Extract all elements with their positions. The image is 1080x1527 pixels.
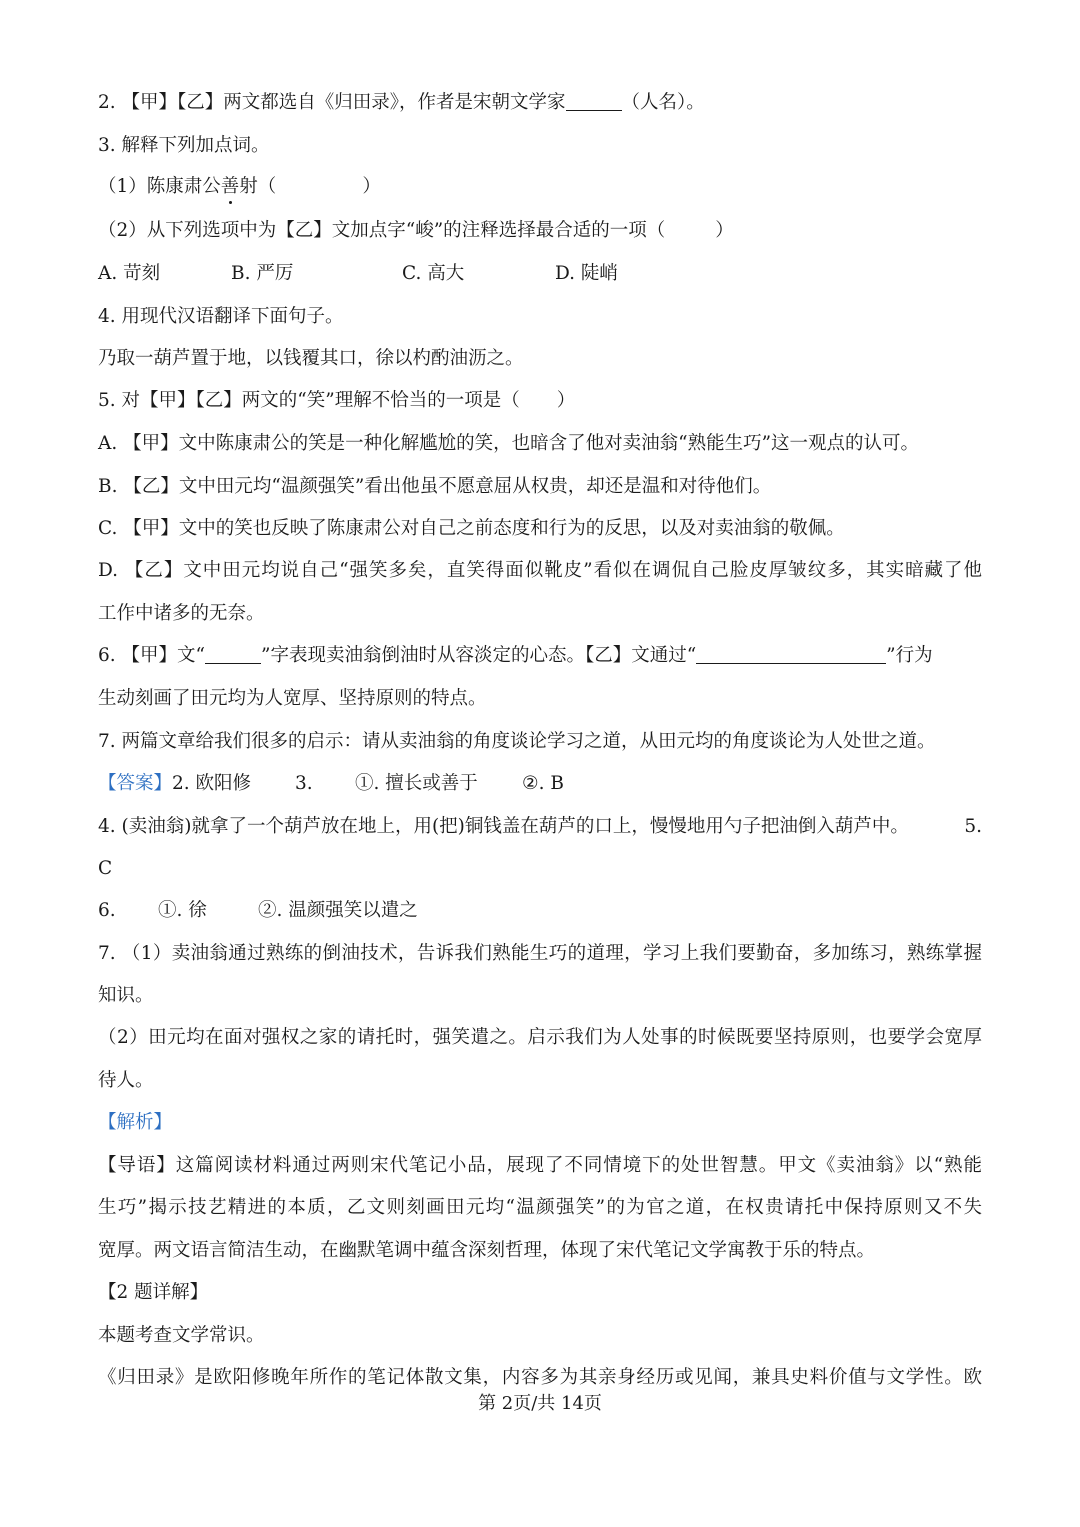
answer-3-2: ②. B [522,773,564,794]
question-5-option-a: A. 【甲】文中陈康肃公的笑是一种化解尴尬的笑，也暗含了他对卖油翁“熟能生巧”这一观点的认可。 [98,433,920,454]
answer-3-1: ①. 擅长或善于 [355,773,478,794]
detail-2-title: 【2 题详解】 [98,1282,209,1303]
dotted-character: 善 [220,176,240,197]
answer-7-2-cont: 待人。 [98,1070,154,1091]
option-a: A. 苛刻 [98,263,161,284]
answer-7-2: （2）田元均在面对强权之家的请托时，强笑遣之。启示我们为人处事的时候既要坚持原则，也要学会宽厚 [98,1027,982,1048]
answer-2: 2. 欧阳修 [172,773,252,794]
question-6-part3: ”行为 [886,645,933,666]
question-5-option-d-cont: 工作中诸多的无奈。 [98,603,265,624]
detail-2-body: 《归田录》是欧阳修晚年所作的笔记体散文集，内容多为其亲身经历或见闻，兼具史料价值与文学性。欧 [98,1367,982,1388]
answer-5: C [98,858,113,879]
question-3-sub2 [98,218,982,244]
detail-2-text: 本题考查文学常识。 [98,1325,265,1346]
answer-blank [566,92,622,111]
question-5-option-c: C. 【甲】文中的笑也反映了陈康肃公对自己之前态度和行为的反思，以及对卖油翁的敬佩。 [98,518,845,539]
question-2-suffix: （人名）。 [621,92,705,113]
answer-line-1 [98,771,982,797]
answer-tag: 【答案】 [98,773,173,794]
answer-blank [696,645,886,664]
answer-5-label: 5. [964,816,982,837]
question-6-cont: 生动刻画了田元均为人宽厚、坚持原则的特点。 [98,688,487,709]
question-3-options [98,261,982,287]
sub1-prefix: （1）陈康肃公 [98,176,221,197]
answer-3-label: 3. [295,773,313,794]
option-c: C. 高大 [402,263,465,284]
question-2-text: 2. 【甲】【乙】两文都选自《归田录》，作者是宋朝文学家 [98,92,566,113]
answer-4: 4. (卖油翁)就拿了一个葫芦放在地上，用(把)铜钱盖在葫芦的口上，慢慢地用勺子把油倒入葫芦中。 [98,816,909,837]
question-5-option-b: B. 【乙】文中田元均“温颜强笑”看出他虽不愿意屈从权贵，却还是温和对待他们。 [98,476,772,497]
question-6 [98,643,982,669]
answer-7-1: 7. （1）卖油翁通过熟练的倒油技术，告诉我们熟能生巧的道理，学习上我们要勤奋，多加练习，熟练掌握 [98,943,982,964]
question-2 [98,90,982,116]
question-6-part1: 6. 【甲】文“ [98,645,205,666]
answer-line-6 [98,898,982,924]
option-d: D. 陡峭 [555,263,618,284]
answer-line-4 [98,814,982,840]
question-3-title: 3. 解释下列加点词。 [98,135,270,156]
answer-7-1-cont: 知识。 [98,985,154,1006]
question-4-sentence: 乃取一葫芦置于地，以钱覆其口，徐以杓酌油沥之。 [98,348,524,369]
answer-6-2: ②. 温颜强笑以遣之 [258,900,418,921]
question-4-title: 4. 用现代汉语翻译下面句子。 [98,306,344,327]
sub1-rest: 射（ [239,176,277,197]
sub1-close: ） [362,176,381,197]
sub2-text: （2）从下列选项中为【乙】文加点字“峻”的注释选择最合适的一项（ [98,220,666,241]
question-6-part2: ”字表现卖油翁倒油时从容淡定的心态。【乙】文通过“ [261,645,697,666]
answer-6-label: 6. [98,900,116,921]
question-7-title: 7. 两篇文章给我们很多的启示：请从卖油翁的角度谈论学习之道，从田元均的角度谈论为人处世之道。 [98,731,936,752]
analysis-intro-3: 宽厚。两文语言简洁生动，在幽默笔调中蕴含深刻哲理，体现了宋代笔记文学寓教于乐的特点。 [98,1240,876,1261]
question-3-sub1 [98,174,982,200]
question-5-option-d: D. 【乙】文中田元均说自己“强笑多矣，直笑得面似靴皮”看似在调侃自己脸皮厚皱纹多，其实暗藏了他 [98,560,982,581]
sub2-close: ） [715,220,734,241]
analysis-intro-1: 【导语】这篇阅读材料通过两则宋代笔记小品，展现了不同情境下的处世智慧。甲文《卖油翁》以“熟能 [98,1155,982,1176]
option-b: B. 严厉 [231,263,294,284]
analysis-intro-2: 生巧”揭示技艺精进的本质，乙文则刻画田元均“温颜强笑”的为官之道，在权贵请托中保持原则又不失 [98,1197,982,1218]
page-number: 第 2页/共 14页 [478,1393,602,1414]
question-5-title: 5. 对【甲】【乙】两文的“笑”理解不恰当的一项是（ ） [98,390,576,411]
answer-blank [205,645,261,664]
answer-6-1: ①. 徐 [158,900,207,921]
analysis-tag: 【解析】 [98,1112,173,1133]
